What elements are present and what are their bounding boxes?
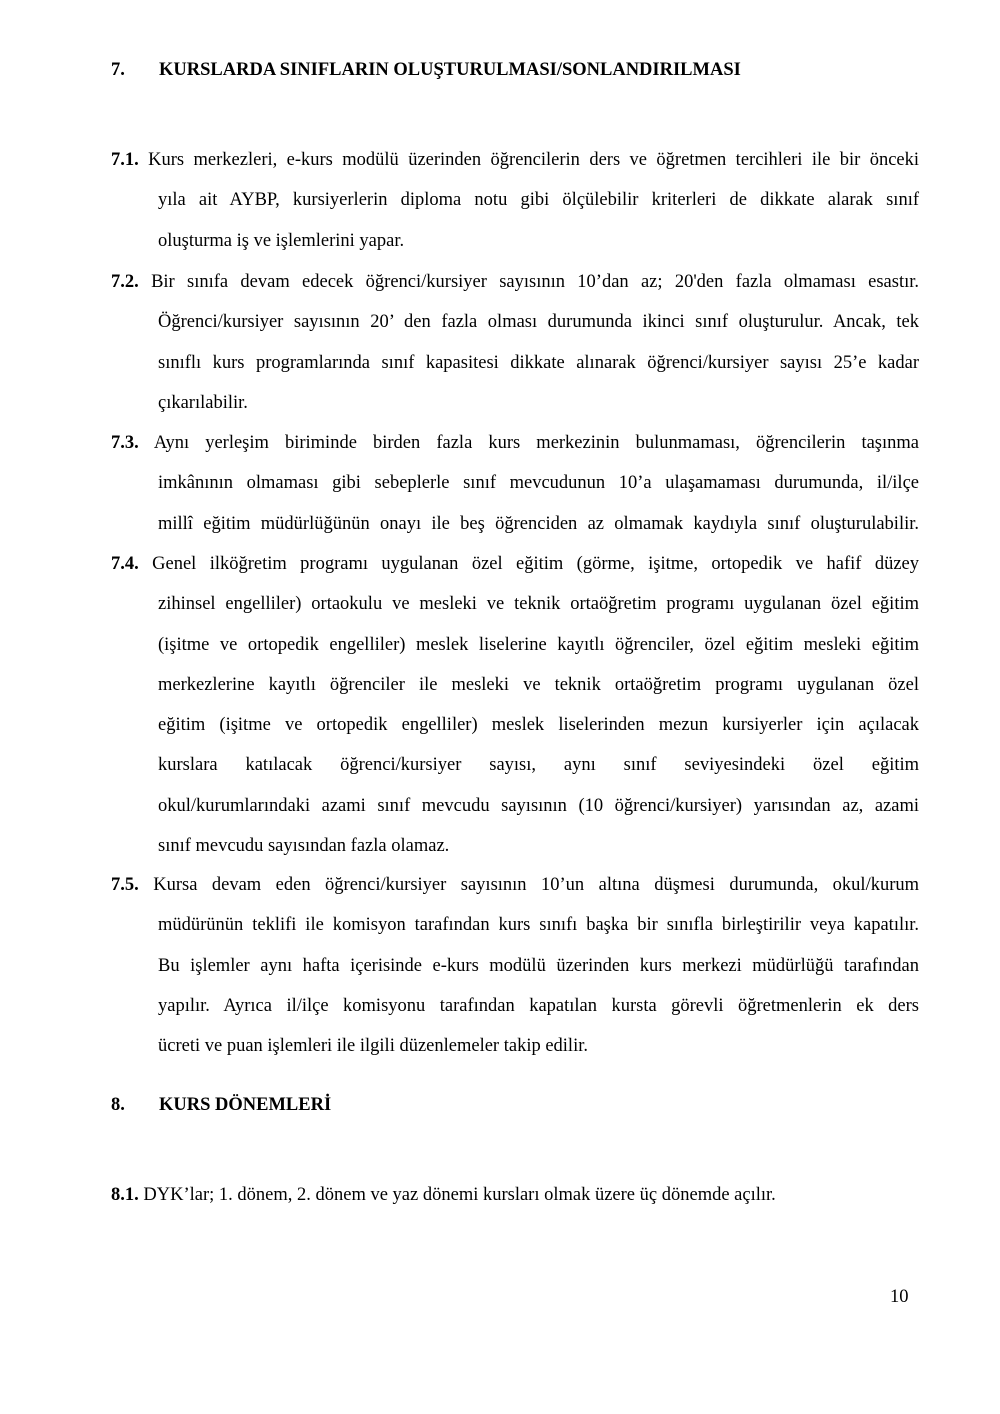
paragraph-8-1 bbox=[111, 1175, 919, 1215]
paragraph-line: eğitim (işitme ve ortopedik engelliler) meslek liselerinden mezun kursiyerler için açılacak bbox=[158, 715, 919, 736]
paragraph-line: 7.5. Kursa devam eden öğrenci/kursiyer sayısının 10’un altına düşmesi durumunda, okul/kurum bbox=[111, 875, 920, 895]
paragraph-line: Öğrenci/kursiyer sayısının 20’ den fazla olması durumunda ikinci sınıf oluşturulur. Ancak, tek bbox=[158, 312, 919, 333]
paragraph-7-2 bbox=[111, 262, 919, 423]
paragraph-line: ücreti ve puan işlemleri ile ilgili düzenlemeler takip edilir. bbox=[158, 1036, 588, 1057]
paragraph-line: yapılır. Ayrıca il/ilçe komisyonu tarafından kapatılan kursta görevli öğretmenlerin ek ders bbox=[158, 995, 919, 1016]
section-8-number: 8. bbox=[111, 1095, 125, 1115]
section-8-title: KURS DÖNEMLERİ bbox=[159, 1095, 332, 1115]
paragraph-line: imkânının olmaması gibi sebeplerle sınıf mevcudunun 10’a ulaşamaması durumunda, il/ilçe bbox=[158, 473, 919, 494]
paragraph-number: 7.3. bbox=[111, 433, 139, 453]
paragraph-7-5 bbox=[111, 865, 919, 1066]
paragraph-7-1 bbox=[111, 140, 919, 261]
paragraph-line: 8.1. DYK’lar; 1. dönem, 2. dönem ve yaz dönemi kursları olmak üzere üç dönemde açılır. bbox=[111, 1185, 776, 1205]
paragraph-number: 7.4. bbox=[111, 554, 139, 574]
section-8-heading bbox=[111, 1095, 331, 1116]
paragraph-line: (işitme ve ortopedik engelliler) meslek liselerine kayıtlı öğrenciler, özel eğitim mesleki eğitim bbox=[158, 634, 919, 655]
paragraph-line: Bu işlemler aynı hafta içerisinde e-kurs modülü üzerinden kurs merkezi müdürlüğü tarafından bbox=[158, 955, 919, 976]
page-number: 10 bbox=[890, 1287, 909, 1307]
paragraph-line: çıkarılabilir. bbox=[158, 392, 248, 413]
paragraph-line: 7.1. Kurs merkezleri, e-kurs modülü üzerinden öğrencilerin ders ve öğretmen tercihleri ile bir önceki bbox=[111, 150, 920, 170]
paragraph-line: 7.2. Bir sınıfa devam edecek öğrenci/kursiyer sayısının 10’dan az; 20'den fazla olmaması esastır. bbox=[111, 272, 920, 292]
paragraph-line: sınıflı kurs programlarında sınıf kapasitesi dikkate alınarak öğrenci/kursiyer sayısı 25’e kadar bbox=[158, 352, 919, 373]
paragraph-line: millî eğitim müdürlüğünün onayı ile beş öğrenciden az olmamak kaydıyla sınıf oluşturulabilir. bbox=[158, 513, 919, 534]
paragraph-line: okul/kurumlarındaki azami sınıf mevcudu sayısının (10 öğrenci/kursiyer) yarısından az, azami bbox=[158, 795, 919, 816]
paragraph-number: 7.1. bbox=[111, 150, 139, 170]
paragraph-line: sınıf mevcudu sayısından fazla olamaz. bbox=[158, 836, 450, 857]
paragraph-line: yıla ait AYBP, kursiyerlerin diploma notu gibi ölçülebilir kriterleri de dikkate alarak sınıf bbox=[158, 190, 919, 211]
paragraph-line: 7.3. Aynı yerleşim biriminde birden fazla kurs merkezinin bulunmaması, öğrencilerin taşınma bbox=[111, 433, 919, 453]
paragraph-line: zihinsel engelliler) ortaokulu ve mesleki ve teknik ortaöğretim programı uygulanan özel eğitim bbox=[158, 594, 919, 615]
paragraph-7-3 bbox=[111, 423, 919, 544]
paragraph-line: oluşturma iş ve işlemlerini yapar. bbox=[158, 230, 405, 251]
paragraph-line: müdürünün teklifi ile komisyon tarafından kurs sınıfı başka bir sınıfla birleştirilir veya kapatılır. bbox=[158, 915, 919, 936]
paragraph-number: 7.5. bbox=[111, 875, 139, 895]
section-7-heading bbox=[111, 60, 741, 81]
paragraph-number: 8.1. bbox=[111, 1185, 139, 1205]
paragraph-line: 7.4. Genel ilköğretim programı uygulanan özel eğitim (görme, işitme, ortopedik ve hafif düzey bbox=[111, 554, 919, 574]
paragraph-line: merkezlerine kayıtlı öğrenciler ile mesleki ve teknik ortaöğretim programı uygulanan özel bbox=[158, 674, 919, 695]
paragraph-number: 7.2. bbox=[111, 272, 139, 292]
paragraph-line: kurslara katılacak öğrenci/kursiyer sayısı, aynı sınıf seviyesindeki özel eğitim bbox=[158, 755, 919, 776]
section-7-number: 7. bbox=[111, 60, 125, 80]
paragraph-7-4 bbox=[111, 544, 919, 866]
section-7-title: KURSLARDA SINIFLARIN OLUŞTURULMASI/SONLANDIRILMASI bbox=[159, 60, 741, 80]
